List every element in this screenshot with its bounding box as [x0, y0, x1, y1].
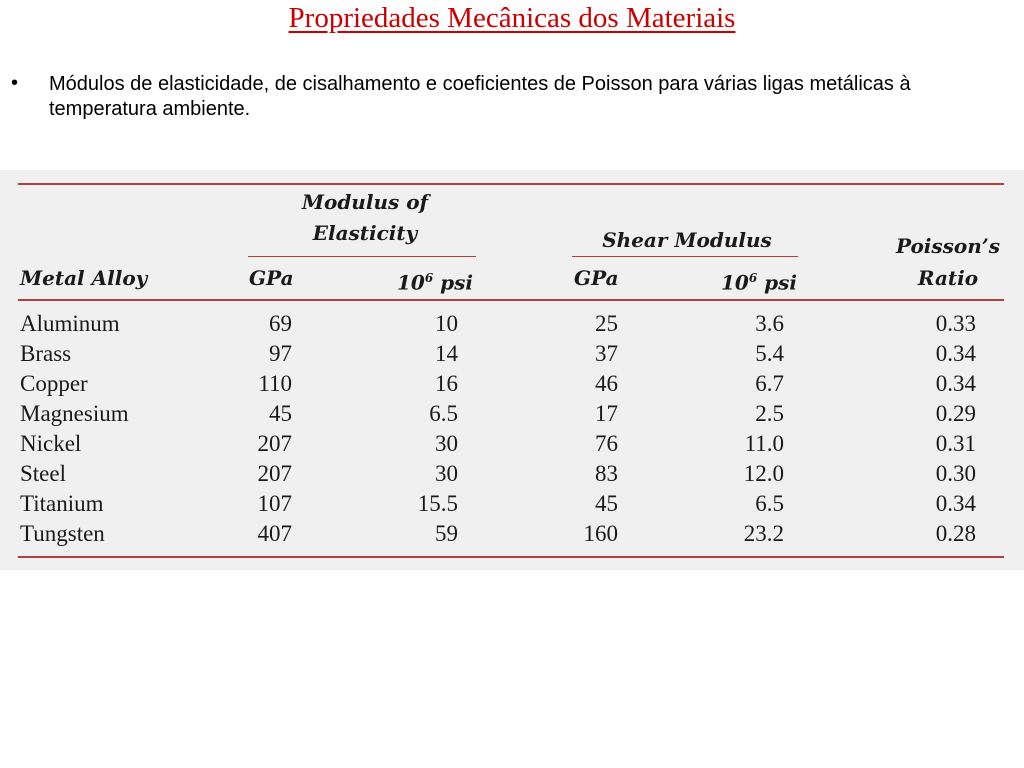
modulus-header-line1: Modulus of: [301, 190, 429, 214]
page-title: Propriedades Mecânicas dos Materiais: [288, 2, 736, 34]
col-header-g-psi: $10^6$ psi: [720, 270, 797, 295]
cell-e-psi: 30: [435, 431, 458, 456]
shear-group-rule: [572, 256, 798, 257]
table-top-rule: [18, 183, 1004, 185]
cell-e-gpa: 97: [269, 341, 292, 366]
cell-g-gpa: 76: [595, 431, 618, 456]
cell-g-gpa: 37: [595, 341, 618, 366]
cell-e-psi: 15.5: [417, 491, 458, 516]
cell-e-psi: 10: [435, 311, 458, 336]
cell-g-psi: 11.0: [744, 431, 784, 456]
cell-g-psi: 23.2: [743, 521, 784, 546]
properties-table: [0, 170, 1024, 570]
col-header-e-gpa: GPa: [249, 266, 294, 290]
cell-g-gpa: 25: [595, 311, 618, 336]
cell-poisson: 0.34: [935, 491, 976, 516]
bullet-text: Módulos de elasticidade, de cisalhamento e coeficientes de Poisson para várias ligas metálicas à temperatura ambiente.: [49, 73, 911, 120]
cell-g-gpa: 45: [595, 491, 618, 516]
cell-poisson: 0.34: [935, 341, 976, 366]
cell-e-gpa: 45: [269, 401, 292, 426]
cell-e-psi: 14: [435, 341, 458, 366]
shear-header: Shear Modulus: [602, 228, 772, 252]
cell-e-gpa: 207: [257, 461, 292, 486]
poisson-header-line1: Poisson’s: [895, 234, 1001, 258]
cell-alloy: Tungsten: [20, 521, 105, 546]
cell-poisson: 0.29: [935, 401, 976, 426]
cell-g-psi: 3.6: [755, 311, 784, 336]
cell-e-gpa: 69: [269, 311, 292, 336]
cell-e-psi: 16: [435, 371, 458, 396]
cell-g-psi: 6.5: [755, 491, 784, 516]
cell-alloy: Nickel: [20, 431, 82, 456]
col-header-alloy: Metal Alloy: [20, 266, 148, 290]
modulus-group-rule: [248, 256, 476, 257]
cell-alloy: Copper: [20, 371, 88, 396]
cell-g-gpa: 46: [595, 371, 618, 396]
bullet-marker: •: [11, 72, 19, 94]
cell-alloy: Brass: [20, 341, 72, 366]
cell-alloy: Titanium: [20, 491, 104, 516]
cell-e-psi: 6.5: [429, 401, 458, 426]
cell-poisson: 0.28: [935, 521, 976, 546]
cell-poisson: 0.31: [935, 431, 976, 456]
cell-alloy: Steel: [20, 461, 66, 486]
cell-poisson: 0.30: [935, 461, 976, 486]
cell-g-psi: 2.5: [755, 401, 784, 426]
cell-alloy: Aluminum: [20, 311, 120, 336]
cell-g-psi: 5.4: [755, 341, 784, 366]
col-header-e-psi: $10^6$ psi: [396, 270, 473, 295]
cell-g-gpa: 160: [583, 521, 618, 546]
cell-e-gpa: 207: [257, 431, 292, 456]
cell-alloy: Magnesium: [20, 401, 129, 426]
cell-g-gpa: 17: [595, 401, 618, 426]
table-header-rule: [18, 299, 1004, 301]
cell-e-psi: 59: [435, 521, 458, 546]
cell-poisson: 0.33: [935, 311, 976, 336]
poisson-header-line2: Ratio: [917, 266, 979, 290]
table-bottom-rule: [18, 556, 1004, 558]
cell-g-gpa: 83: [595, 461, 618, 486]
col-header-g-gpa: GPa: [574, 266, 619, 290]
cell-e-gpa: 110: [258, 371, 292, 396]
modulus-header-line2: Elasticity: [312, 221, 418, 245]
cell-e-gpa: 407: [257, 521, 292, 546]
cell-e-psi: 30: [435, 461, 458, 486]
cell-e-gpa: 107: [257, 491, 292, 516]
cell-g-psi: 6.7: [755, 371, 784, 396]
cell-poisson: 0.34: [935, 371, 976, 396]
cell-g-psi: 12.0: [743, 461, 784, 486]
